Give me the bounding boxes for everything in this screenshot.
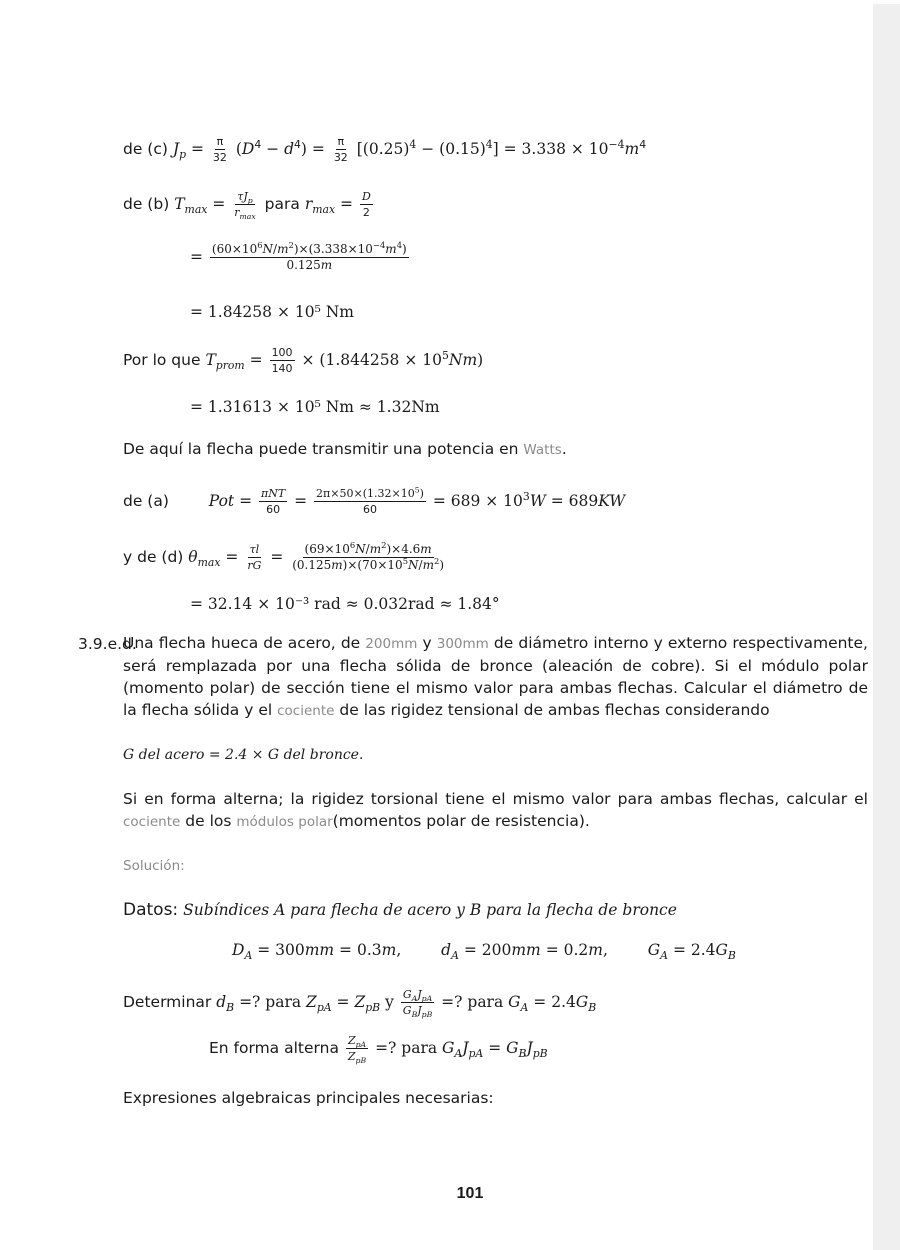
datos-text: Subíndices A para flecha de acero y B para la flecha de bronce — [183, 901, 677, 919]
cociente-term: cociente — [277, 703, 335, 719]
power-sentence-text: De aquí la flecha puede transmitir una potencia en — [123, 440, 519, 458]
tmax-para: para — [264, 195, 300, 213]
tprom-result: = 1.31613 × 10⁵ Nm ≈ 1.32Nm — [190, 398, 440, 416]
tprom-prefix: Por lo que — [123, 351, 201, 369]
g-relation: G del acero = 2.4 × G del bronce. — [123, 747, 364, 763]
determinar-line: Determinar $d_B$ =? para $Z_{pA} = Z_{pB}$ y $\frac{G_AJ_{pA}}{G_BJ_{pB}}$ =? para $G_A = 2.4G_B$ — [123, 988, 597, 1020]
power-equation: de (a) Pot = $\frac{\text{πNT}}{60}$ = $\frac{2\pi\times 50\times(1.32\times 10^5)}{60}$ = $689 \times 10^3W = 689KW$ — [123, 485, 626, 516]
datos-line — [123, 900, 677, 920]
problem-number: 3.9.e.d. — [78, 635, 137, 653]
tmax-substitution: = $\frac{(60\times 10^6N/m^2)\times(3.338\times 10^{-4}m^4)}{0.125m}$ — [190, 240, 407, 272]
problem-alternate: Si en forma alterna; la rigidez torsional tiene el mismo valor para ambas flechas, calcular el cociente de los módulos polar(momentos polar de resistencia). — [123, 790, 868, 830]
outer-diameter: 300mm — [436, 636, 489, 652]
tmax-result: = 1.84258 × 10⁵ Nm — [190, 303, 354, 321]
tmax-equation: de (b) $T_{max}$ = $\frac{\tau J_p}{r_{max}}$ para $r_{max}$ = $\frac{D}{2}$ — [123, 190, 371, 222]
power-sentence: De aquí la flecha puede transmitir una potencia en Watts. — [123, 440, 567, 458]
cociente-term-2: cociente — [123, 814, 181, 830]
jp-equation: de (c) $J_p$ = $\frac{\pi}{32}$ $(D^4 - d^4)$ = $\frac{\pi}{32}$ $[(0.25)^4 - (0.15)^4] = 3.338 \times 10^{-4}m^4$ — [123, 135, 647, 164]
jp-prefix: de (c) — [123, 140, 168, 158]
theta-result: = 32.14 × 10⁻³ rad ≈ 0.032rad ≈ 1.84° — [190, 595, 500, 613]
tmax-prefix: de (b) — [123, 195, 170, 213]
pot-prefix: de (a) — [123, 492, 169, 510]
determinar-label: Determinar — [123, 993, 212, 1011]
alterna-label: En forma alterna — [209, 1039, 339, 1057]
theta-equation: y de (d) $\theta_{max}$ = $\frac{\tau l}{rG}$ = $\frac{(69\times 10^6N/m^2)\times 4.6m}{(0.125m)\times(70\times 10^5N/m^2)}$ — [123, 540, 444, 572]
watts-label: Watts — [523, 442, 562, 458]
page-number: 101 — [456, 1185, 484, 1202]
data-values: $D_A = 300mm = 0.3m$, $d_A = 200mm = 0.2m$, $G_A = 2.4G_B$ — [232, 941, 736, 963]
theta-prefix: y de (d) — [123, 548, 184, 566]
problem-statement: Una flecha hueca de acero, de 200mm y 300mm de diámetro interno y externo respectivamente, será remplazada por una flecha sólida de bronce (aleación de cobre). Si el módulo polar (momento polar) de sección tiene el mismo valor para ambas flechas. Calcular el diámetro de la flecha sólida y el cociente de las rigidez tensional de ambas flechas considerando — [123, 634, 868, 719]
datos-label: Datos: — [123, 900, 179, 920]
modulos-term: módulos polar — [236, 814, 333, 830]
tprom-equation: Por lo que $T_{prom}$ = $\frac{100}{140}$ × $(1.844258 \times 10^5Nm)$ — [123, 346, 484, 375]
alterna-line: En forma alterna $\frac{Z_{pA}}{Z_{pB}}$ =? para $G_AJ_{pA} = G_BJ_{pB}$ — [209, 1034, 548, 1066]
inner-diameter: 200mm — [365, 636, 418, 652]
solution-label: Solución: — [123, 858, 185, 874]
right-margin-bar — [873, 4, 900, 1250]
expresiones-heading: Expresiones algebraicas principales necesarias: — [123, 1089, 494, 1107]
